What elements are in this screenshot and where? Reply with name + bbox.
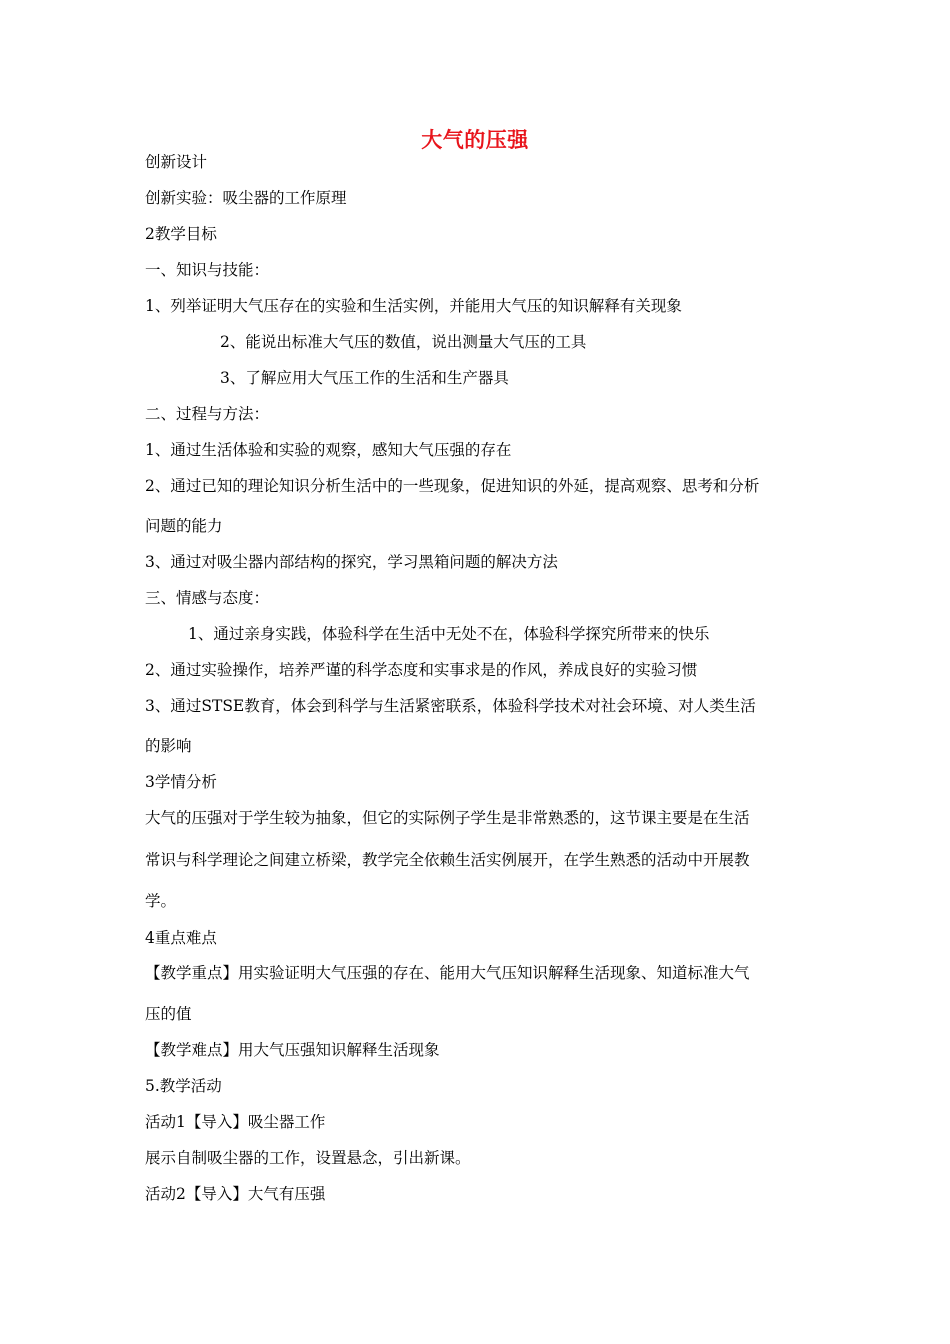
text-line: 【教学难点】用大气压强知识解释生活现象: [145, 1041, 440, 1059]
subsection-heading: 三、情感与态度：: [145, 589, 270, 607]
text-line: 活动1【导入】吸尘器工作: [145, 1113, 326, 1131]
section-heading: 2教学目标: [145, 225, 217, 243]
text-line: 压的值: [145, 1005, 192, 1023]
text-line: 大气的压强对于学生较为抽象，但它的实际例子学生是非常熟悉的，这节课主要是在生活: [145, 809, 750, 827]
section-heading: 3学情分析: [145, 773, 217, 791]
section-heading: 4重点难点: [145, 929, 217, 947]
subsection-heading: 一、知识与技能：: [145, 261, 270, 279]
subsection-heading: 二、过程与方法：: [145, 405, 270, 423]
text-line: 2、能说出标准大气压的数值，说出测量大气压的工具: [220, 333, 587, 351]
text-line: 1、通过亲身实践，体验科学在生活中无处不在，体验科学探究所带来的快乐: [188, 625, 710, 643]
text-line: 创新设计: [145, 153, 208, 171]
text-line: 3、了解应用大气压工作的生活和生产器具: [220, 369, 509, 387]
text-line: 2、通过已知的理论知识分析生活中的一些现象，促进知识的外延，提高观察、思考和分析: [145, 477, 760, 495]
text-line: 2、通过实验操作，培养严谨的科学态度和实事求是的作风，养成良好的实验习惯: [145, 661, 698, 679]
text-line: 活动2【导入】大气有压强: [145, 1185, 326, 1203]
text-line: 1、通过生活体验和实验的观察，感知大气压强的存在: [145, 441, 512, 459]
text-line: 常识与科学理论之间建立桥梁，教学完全依赖生活实例展开，在学生熟悉的活动中开展教: [145, 851, 750, 869]
text-line: 3、通过对吸尘器内部结构的探究，学习黑箱问题的解决方法: [145, 553, 558, 571]
text-line: 【教学重点】用实验证明大气压强的存在、能用大气压知识解释生活现象、知道标准大气: [145, 964, 750, 982]
text-line: 1、列举证明大气压存在的实验和生活实例，并能用大气压的知识解释有关现象: [145, 297, 682, 315]
text-line: 展示自制吸尘器的工作，设置悬念，引出新课。: [145, 1149, 471, 1167]
text-line: 问题的能力: [145, 517, 223, 535]
document-title: 大气的压强: [421, 127, 529, 152]
section-heading: 5.教学活动: [145, 1077, 222, 1095]
text-line: 的影响: [145, 737, 192, 755]
text-line: 学。: [145, 892, 177, 910]
text-line: 创新实验：吸尘器的工作原理: [145, 189, 347, 207]
text-line: 3、通过STSE教育，体会到科学与生活紧密联系，体验科学技术对社会环境、对人类生活: [145, 697, 756, 715]
